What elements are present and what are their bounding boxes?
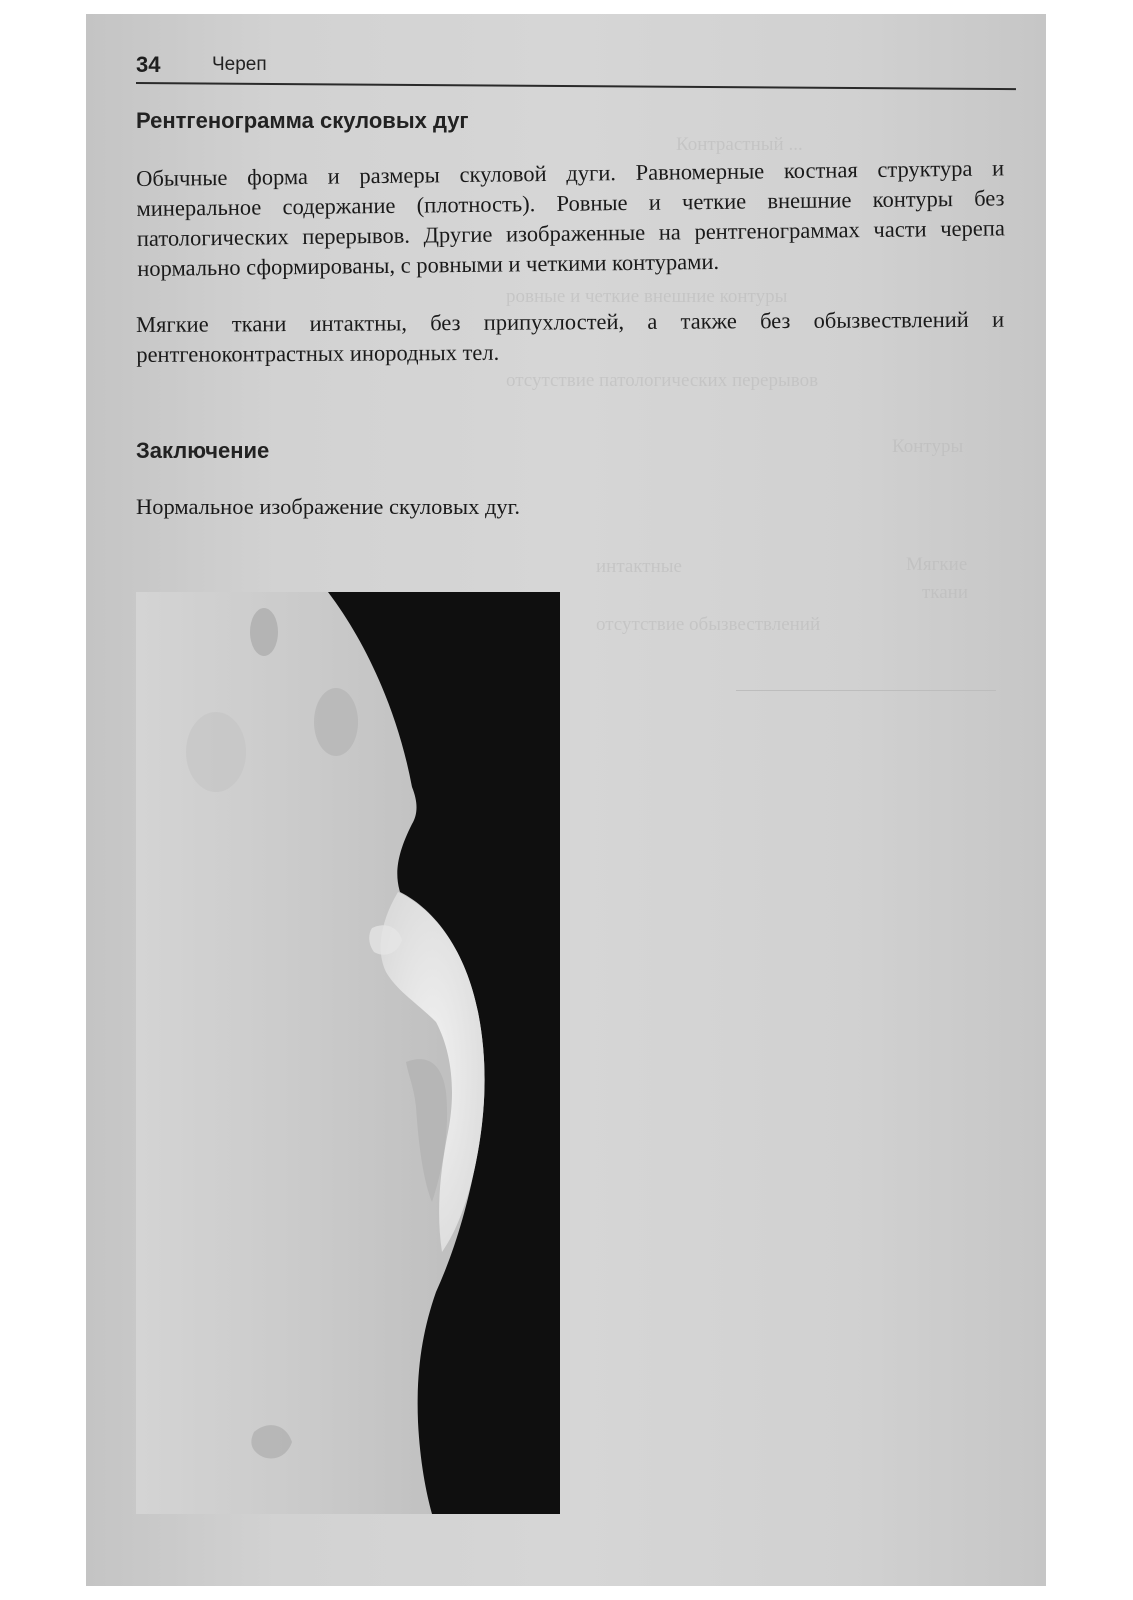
- show-through-line: интактные: [596, 556, 682, 577]
- show-through-line: Мягкие: [906, 554, 968, 575]
- bone-density-spot: [314, 688, 358, 756]
- running-title: Череп: [212, 54, 267, 75]
- xray-image: [136, 592, 560, 1514]
- bone-density-spot: [186, 712, 246, 792]
- show-through-line: ткани: [922, 582, 969, 603]
- show-through-rule: [736, 690, 996, 691]
- show-through-line: Контрастный ...: [676, 134, 803, 155]
- show-through-line: Контуры: [892, 436, 964, 457]
- header-rule: [136, 82, 1016, 90]
- book-page: [86, 14, 1046, 1586]
- body-paragraph: Обычные форма и размеры скуловой дуги. Равномерные костная структура и минеральное содержание (плотность). Ровные и четкие внешние контуры без патологических перерывов. Другие изображенные на рентгенограммах части черепа нормально сформированы, с ровными и четкими контурами.: [136, 155, 1005, 281]
- page-number: 34: [136, 52, 161, 77]
- page-header: [136, 52, 1016, 82]
- section-title: Рентгенограмма скуловых дуг: [136, 108, 469, 133]
- show-through-line: отсутствие обызвествлений: [596, 614, 821, 635]
- body-paragraph: Мягкие ткани интактны, без припухлостей, а также без обызвествлений и рентгеноконтрастных инородных тел.: [136, 306, 1005, 367]
- show-through-line: отсутствие патологических перерывов: [506, 370, 819, 391]
- show-through-line: ровные и четкие внешние контуры: [506, 286, 788, 307]
- bone-density-spot: [250, 608, 278, 656]
- conclusion-text: Нормальное изображение скуловых дуг.: [136, 494, 520, 519]
- conclusion-title: Заключение: [136, 438, 270, 463]
